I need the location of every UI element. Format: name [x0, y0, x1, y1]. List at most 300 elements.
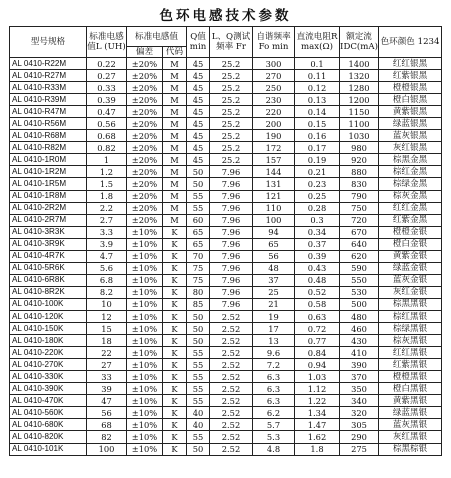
cell-q: 75: [187, 274, 210, 286]
cell-colors: 灰红金银: [379, 286, 442, 298]
cell-code: M: [163, 82, 187, 94]
cell-code: M: [163, 118, 187, 130]
cell-idc: 430: [340, 335, 379, 347]
cell-colors: 绿蓝金银: [379, 262, 442, 274]
table-row: [10, 262, 442, 274]
cell-idc: 750: [340, 202, 379, 214]
cell-tolerance: ±10%: [127, 226, 163, 238]
cell-dcr: 1.12: [295, 383, 340, 395]
header-tolerance-group: 标准电感值: [127, 27, 187, 47]
cell-code: K: [163, 395, 187, 407]
cell-srf: 48: [253, 262, 295, 274]
cell-code: M: [163, 142, 187, 154]
cell-idc: 320: [340, 407, 379, 419]
cell-model: AL 0410-3R9K: [10, 238, 87, 250]
header-code: 代码: [163, 47, 187, 58]
cell-q: 65: [187, 238, 210, 250]
cell-srf: 9.6: [253, 347, 295, 359]
cell-inductance: 39: [87, 383, 127, 395]
cell-idc: 670: [340, 226, 379, 238]
cell-tolerance: ±10%: [127, 250, 163, 262]
cell-dcr: 0.15: [295, 118, 340, 130]
cell-model: AL 0410-101K: [10, 443, 87, 455]
cell-inductance: 1.8: [87, 190, 127, 202]
cell-dcr: 0.43: [295, 262, 340, 274]
table-row: [10, 58, 442, 70]
cell-inductance: 27: [87, 359, 127, 371]
cell-model: AL 0410-R39M: [10, 94, 87, 106]
header-tolerance: 偏差: [127, 47, 163, 58]
table-row: [10, 130, 442, 142]
cell-tolerance: ±20%: [127, 214, 163, 226]
table-row: [10, 226, 442, 238]
cell-q: 50: [187, 443, 210, 455]
cell-code: M: [163, 106, 187, 118]
cell-srf: 5.3: [253, 431, 295, 443]
cell-test-frequency: 7.96: [210, 166, 253, 178]
cell-q: 50: [187, 323, 210, 335]
cell-code: K: [163, 310, 187, 322]
cell-test-frequency: 25.2: [210, 130, 253, 142]
cell-q: 45: [187, 82, 210, 94]
table-row: [10, 106, 442, 118]
cell-idc: 1400: [340, 58, 379, 70]
table-row: [10, 94, 442, 106]
cell-srf: 6.3: [253, 371, 295, 383]
cell-code: M: [163, 166, 187, 178]
cell-srf: 172: [253, 142, 295, 154]
cell-code: K: [163, 226, 187, 238]
cell-colors: 红红黑银: [379, 347, 442, 359]
cell-inductance: 82: [87, 431, 127, 443]
cell-code: K: [163, 286, 187, 298]
table-row: [10, 347, 442, 359]
cell-model: AL 0410-390K: [10, 383, 87, 395]
cell-srf: 100: [253, 214, 295, 226]
cell-code: K: [163, 383, 187, 395]
cell-inductance: 0.39: [87, 94, 127, 106]
cell-model: AL 0410-R22M: [10, 58, 87, 70]
cell-q: 75: [187, 262, 210, 274]
cell-srf: 13: [253, 335, 295, 347]
cell-srf: 157: [253, 154, 295, 166]
table-row: [10, 335, 442, 347]
cell-test-frequency: 2.52: [210, 371, 253, 383]
cell-srf: 19: [253, 310, 295, 322]
cell-model: AL 0410-2R7M: [10, 214, 87, 226]
cell-model: AL 0410-6R8K: [10, 274, 87, 286]
cell-model: AL 0410-8R2K: [10, 286, 87, 298]
cell-dcr: 0.11: [295, 70, 340, 82]
cell-tolerance: ±20%: [127, 166, 163, 178]
table-row: [10, 395, 442, 407]
cell-q: 85: [187, 298, 210, 310]
cell-colors: 棕绿金黑: [379, 178, 442, 190]
cell-model: AL 0410-1R0M: [10, 154, 87, 166]
cell-srf: 220: [253, 106, 295, 118]
cell-idc: 500: [340, 298, 379, 310]
cell-dcr: 0.58: [295, 298, 340, 310]
cell-test-frequency: 25.2: [210, 94, 253, 106]
cell-idc: 350: [340, 383, 379, 395]
cell-srf: 230: [253, 94, 295, 106]
cell-dcr: 0.13: [295, 94, 340, 106]
cell-idc: 1200: [340, 94, 379, 106]
cell-model: AL 0410-820K: [10, 431, 87, 443]
cell-colors: 橙橙黑银: [379, 371, 442, 383]
cell-test-frequency: 7.96: [210, 262, 253, 274]
cell-dcr: 0.14: [295, 106, 340, 118]
cell-tolerance: ±10%: [127, 262, 163, 274]
cell-colors: 蓝灰金银: [379, 274, 442, 286]
table-row: [10, 383, 442, 395]
cell-inductance: 15: [87, 323, 127, 335]
cell-dcr: 0.48: [295, 274, 340, 286]
cell-code: M: [163, 70, 187, 82]
parameters-table: [9, 26, 442, 456]
cell-code: M: [163, 190, 187, 202]
cell-model: AL 0410-R47M: [10, 106, 87, 118]
cell-idc: 275: [340, 443, 379, 455]
cell-tolerance: ±10%: [127, 431, 163, 443]
cell-code: K: [163, 407, 187, 419]
cell-model: AL 0410-1R8M: [10, 190, 87, 202]
cell-dcr: 0.21: [295, 166, 340, 178]
cell-inductance: 12: [87, 310, 127, 322]
cell-dcr: 0.94: [295, 359, 340, 371]
cell-idc: 290: [340, 431, 379, 443]
cell-q: 40: [187, 407, 210, 419]
cell-dcr: 1.62: [295, 431, 340, 443]
cell-code: K: [163, 347, 187, 359]
cell-dcr: 0.17: [295, 142, 340, 154]
cell-dcr: 0.1: [295, 58, 340, 70]
cell-inductance: 68: [87, 419, 127, 431]
table-row: [10, 298, 442, 310]
cell-tolerance: ±20%: [127, 82, 163, 94]
cell-code: K: [163, 323, 187, 335]
cell-srf: 6.2: [253, 407, 295, 419]
cell-idc: 305: [340, 419, 379, 431]
table-row: [10, 407, 442, 419]
cell-srf: 200: [253, 118, 295, 130]
table-row: [10, 70, 442, 82]
cell-test-frequency: 7.96: [210, 298, 253, 310]
table-row: [10, 190, 442, 202]
cell-inductance: 8.2: [87, 286, 127, 298]
cell-model: AL 0410-1R2M: [10, 166, 87, 178]
cell-idc: 590: [340, 262, 379, 274]
cell-colors: 橙橙银黑: [379, 82, 442, 94]
cell-colors: 绿蓝黑银: [379, 407, 442, 419]
cell-test-frequency: 2.52: [210, 431, 253, 443]
cell-inductance: 33: [87, 371, 127, 383]
cell-test-frequency: 7.96: [210, 202, 253, 214]
cell-srf: 121: [253, 190, 295, 202]
table-row: [10, 443, 442, 455]
cell-q: 45: [187, 130, 210, 142]
cell-dcr: 0.28: [295, 202, 340, 214]
cell-q: 50: [187, 335, 210, 347]
cell-model: AL 0410-4R7K: [10, 250, 87, 262]
cell-tolerance: ±10%: [127, 238, 163, 250]
cell-code: K: [163, 359, 187, 371]
cell-tolerance: ±20%: [127, 154, 163, 166]
cell-srf: 56: [253, 250, 295, 262]
header-model: 型号规格: [10, 27, 87, 58]
cell-model: AL 0410-180K: [10, 335, 87, 347]
cell-idc: 480: [340, 310, 379, 322]
cell-code: K: [163, 419, 187, 431]
cell-q: 55: [187, 359, 210, 371]
cell-tolerance: ±20%: [127, 190, 163, 202]
cell-dcr: 1.34: [295, 407, 340, 419]
cell-idc: 620: [340, 250, 379, 262]
cell-idc: 640: [340, 238, 379, 250]
cell-test-frequency: 7.96: [210, 190, 253, 202]
table-row: [10, 274, 442, 286]
cell-q: 55: [187, 431, 210, 443]
cell-idc: 550: [340, 274, 379, 286]
cell-idc: 530: [340, 286, 379, 298]
cell-dcr: 0.34: [295, 226, 340, 238]
cell-tolerance: ±10%: [127, 286, 163, 298]
cell-test-frequency: 7.96: [210, 286, 253, 298]
table-row: [10, 286, 442, 298]
cell-colors: 蓝灰银黑: [379, 130, 442, 142]
cell-colors: 棕灰金黑: [379, 190, 442, 202]
cell-idc: 460: [340, 323, 379, 335]
cell-q: 55: [187, 371, 210, 383]
cell-test-frequency: 2.52: [210, 359, 253, 371]
cell-colors: 棕黑金黑: [379, 154, 442, 166]
cell-idc: 1150: [340, 106, 379, 118]
cell-dcr: 1.03: [295, 371, 340, 383]
cell-inductance: 47: [87, 395, 127, 407]
cell-q: 50: [187, 166, 210, 178]
cell-tolerance: ±20%: [127, 178, 163, 190]
cell-dcr: 0.52: [295, 286, 340, 298]
cell-tolerance: ±10%: [127, 383, 163, 395]
cell-model: AL 0410-R33M: [10, 82, 87, 94]
cell-q: 45: [187, 94, 210, 106]
cell-srf: 17: [253, 323, 295, 335]
table-row: [10, 310, 442, 322]
table-row: [10, 178, 442, 190]
table-row: [10, 359, 442, 371]
cell-tolerance: ±10%: [127, 310, 163, 322]
cell-tolerance: ±10%: [127, 323, 163, 335]
cell-srf: 131: [253, 178, 295, 190]
cell-tolerance: ±10%: [127, 274, 163, 286]
cell-model: AL 0410-1R5M: [10, 178, 87, 190]
cell-model: AL 0410-270K: [10, 359, 87, 371]
table-row: [10, 202, 442, 214]
cell-code: K: [163, 238, 187, 250]
cell-code: K: [163, 371, 187, 383]
cell-colors: 红紫黑银: [379, 359, 442, 371]
cell-test-frequency: 2.52: [210, 395, 253, 407]
cell-tolerance: ±20%: [127, 142, 163, 154]
cell-srf: 7.2: [253, 359, 295, 371]
cell-colors: 黄紫黑银: [379, 395, 442, 407]
table-row: [10, 431, 442, 443]
cell-model: AL 0410-150K: [10, 323, 87, 335]
cell-inductance: 2.2: [87, 202, 127, 214]
cell-dcr: 0.12: [295, 82, 340, 94]
cell-idc: 1100: [340, 118, 379, 130]
cell-colors: 棕红黑银: [379, 310, 442, 322]
cell-dcr: 1.22: [295, 395, 340, 407]
cell-tolerance: ±10%: [127, 347, 163, 359]
cell-idc: 1280: [340, 82, 379, 94]
cell-idc: 1320: [340, 70, 379, 82]
cell-test-frequency: 25.2: [210, 154, 253, 166]
table-row: [10, 82, 442, 94]
cell-idc: 720: [340, 214, 379, 226]
cell-colors: 灰红银黑: [379, 142, 442, 154]
cell-colors: 绿蓝银黑: [379, 118, 442, 130]
cell-srf: 94: [253, 226, 295, 238]
page-title: 色环电感技术参数: [159, 8, 292, 24]
cell-dcr: 1.47: [295, 419, 340, 431]
cell-model: AL 0410-680K: [10, 419, 87, 431]
cell-test-frequency: 25.2: [210, 70, 253, 82]
cell-dcr: 0.19: [295, 154, 340, 166]
cell-inductance: 0.56: [87, 118, 127, 130]
cell-colors: 红红金黑: [379, 202, 442, 214]
cell-q: 55: [187, 395, 210, 407]
cell-colors: 橙白金银: [379, 238, 442, 250]
cell-tolerance: ±10%: [127, 395, 163, 407]
cell-idc: 790: [340, 190, 379, 202]
header-idc: 额定流 IDC(mA): [340, 27, 379, 58]
cell-code: K: [163, 250, 187, 262]
cell-code: M: [163, 154, 187, 166]
cell-idc: 880: [340, 166, 379, 178]
cell-srf: 110: [253, 202, 295, 214]
cell-code: M: [163, 202, 187, 214]
table-row: [10, 323, 442, 335]
table-row: [10, 166, 442, 178]
cell-model: AL 0410-120K: [10, 310, 87, 322]
cell-tolerance: ±10%: [127, 407, 163, 419]
cell-inductance: 4.7: [87, 250, 127, 262]
cell-dcr: 0.77: [295, 335, 340, 347]
cell-srf: 144: [253, 166, 295, 178]
table-row: [10, 250, 442, 262]
cell-model: AL 0410-R56M: [10, 118, 87, 130]
cell-colors: 黄紫金银: [379, 250, 442, 262]
cell-q: 45: [187, 118, 210, 130]
table-row: [10, 154, 442, 166]
cell-q: 55: [187, 190, 210, 202]
cell-model: AL 0410-220K: [10, 347, 87, 359]
cell-tolerance: ±10%: [127, 359, 163, 371]
cell-colors: 灰红黑银: [379, 431, 442, 443]
header-test-frequency: L、Q测试频率 Fr: [210, 27, 253, 58]
cell-model: AL 0410-R27M: [10, 70, 87, 82]
cell-srf: 300: [253, 58, 295, 70]
cell-model: AL 0410-470K: [10, 395, 87, 407]
cell-test-frequency: 25.2: [210, 118, 253, 130]
cell-dcr: 0.63: [295, 310, 340, 322]
cell-q: 50: [187, 178, 210, 190]
cell-idc: 410: [340, 347, 379, 359]
cell-code: M: [163, 214, 187, 226]
cell-inductance: 3.9: [87, 238, 127, 250]
cell-inductance: 100: [87, 443, 127, 455]
cell-q: 40: [187, 419, 210, 431]
cell-q: 55: [187, 202, 210, 214]
cell-srf: 65: [253, 238, 295, 250]
cell-test-frequency: 2.52: [210, 335, 253, 347]
cell-inductance: 1.5: [87, 178, 127, 190]
cell-colors: 棕黑棕银: [379, 443, 442, 455]
cell-test-frequency: 7.96: [210, 226, 253, 238]
table-row: [10, 371, 442, 383]
cell-inductance: 22: [87, 347, 127, 359]
cell-tolerance: ±20%: [127, 58, 163, 70]
cell-tolerance: ±10%: [127, 298, 163, 310]
cell-q: 45: [187, 70, 210, 82]
cell-idc: 1030: [340, 130, 379, 142]
cell-colors: 红紫银黑: [379, 70, 442, 82]
cell-test-frequency: 7.96: [210, 250, 253, 262]
cell-srf: 21: [253, 298, 295, 310]
cell-inductance: 56: [87, 407, 127, 419]
cell-test-frequency: 7.96: [210, 274, 253, 286]
cell-tolerance: ±20%: [127, 130, 163, 142]
cell-q: 45: [187, 142, 210, 154]
cell-code: K: [163, 262, 187, 274]
cell-code: K: [163, 274, 187, 286]
header-dcr: 直流电阻R max(Ω): [295, 27, 340, 58]
cell-srf: 190: [253, 130, 295, 142]
header-q: Q值 min: [187, 27, 210, 58]
cell-colors: 橙白黑银: [379, 383, 442, 395]
cell-inductance: 6.8: [87, 274, 127, 286]
cell-q: 45: [187, 58, 210, 70]
cell-test-frequency: 2.52: [210, 347, 253, 359]
cell-srf: 6.3: [253, 395, 295, 407]
cell-colors: 棕绿黑银: [379, 323, 442, 335]
cell-test-frequency: 2.52: [210, 443, 253, 455]
cell-inductance: 5.6: [87, 262, 127, 274]
cell-test-frequency: 25.2: [210, 142, 253, 154]
cell-test-frequency: 7.96: [210, 178, 253, 190]
cell-q: 55: [187, 383, 210, 395]
cell-model: AL 0410-5R6K: [10, 262, 87, 274]
cell-colors: 蓝灰黑银: [379, 419, 442, 431]
cell-code: K: [163, 298, 187, 310]
cell-tolerance: ±10%: [127, 371, 163, 383]
cell-inductance: 0.22: [87, 58, 127, 70]
cell-colors: 橙白银黑: [379, 94, 442, 106]
cell-model: AL 0410-330K: [10, 371, 87, 383]
cell-idc: 920: [340, 154, 379, 166]
cell-code: M: [163, 94, 187, 106]
cell-tolerance: ±20%: [127, 70, 163, 82]
cell-inductance: 0.82: [87, 142, 127, 154]
cell-srf: 4.8: [253, 443, 295, 455]
cell-tolerance: ±10%: [127, 335, 163, 347]
cell-model: AL 0410-100K: [10, 298, 87, 310]
cell-colors: 橙橙金银: [379, 226, 442, 238]
table-row: [10, 214, 442, 226]
cell-inductance: 0.68: [87, 130, 127, 142]
cell-idc: 390: [340, 359, 379, 371]
